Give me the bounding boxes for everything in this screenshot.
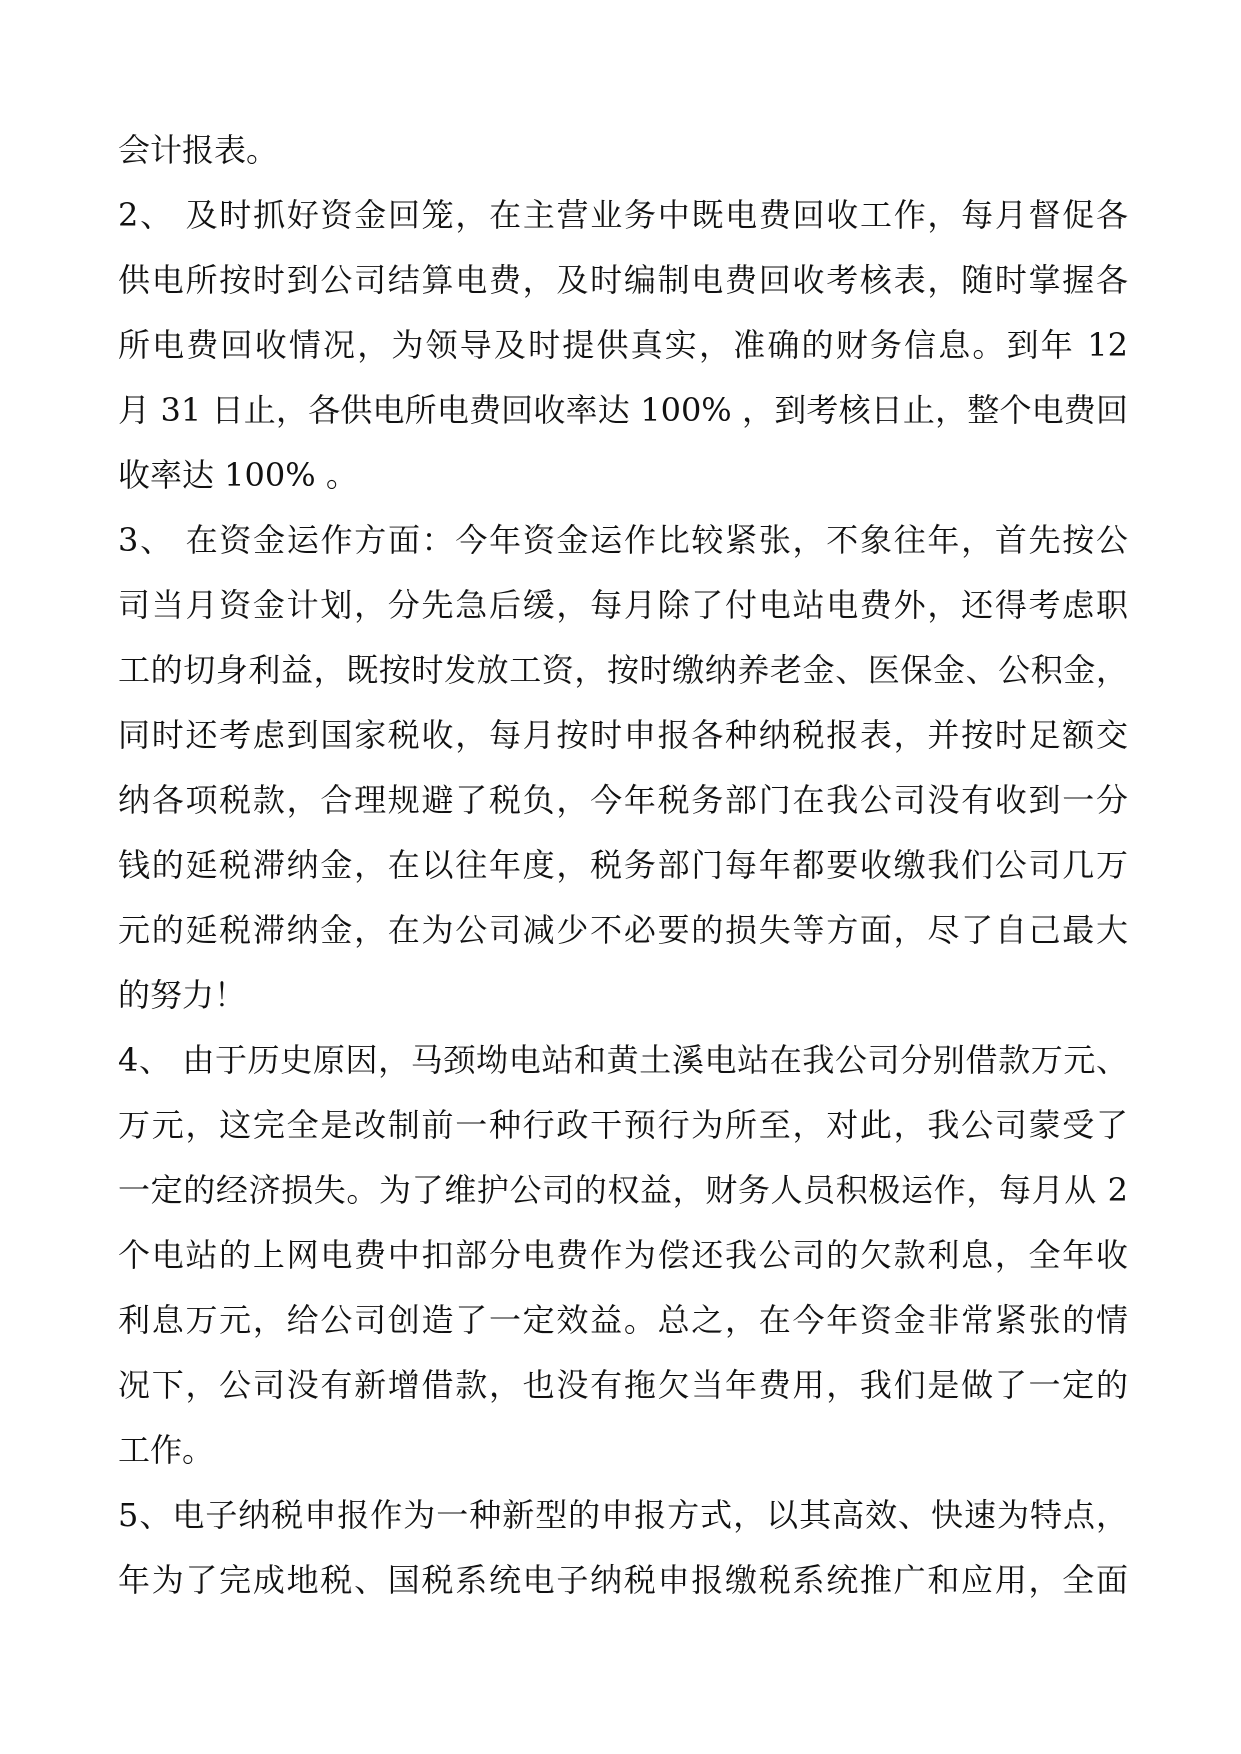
paragraph-line: 钱的延税滞纳金，在以往年度，税务部门每年都要收缴我们公司几万 <box>118 846 1128 884</box>
paragraph-line: 工作。 <box>118 1431 215 1469</box>
paragraph-line: 万元，这完全是改制前一种行政干预行为所至，对此，我公司蒙受了 <box>118 1106 1128 1144</box>
paragraph-line: 个电站的上网电费中扣部分电费作为偿还我公司的欠款利息，全年收 <box>118 1236 1128 1274</box>
paragraph-line: 5、电子纳税申报作为一种新型的申报方式，以其高效、快速为特点， <box>118 1496 1128 1534</box>
paragraph-line: 4、 由于历史原因，马颈坳电站和黄土溪电站在我公司分别借款万元、 <box>118 1041 1128 1079</box>
paragraph-line: 工的切身利益，既按时发放工资，按时缴纳养老金、医保金、公积金， <box>118 651 1128 689</box>
paragraph-line: 一定的经济损失。为了维护公司的权益，财务人员积极运作，每月从 2 <box>118 1171 1128 1209</box>
paragraph-line: 会计报表。 <box>118 131 279 169</box>
paragraph-line: 利息万元，给公司创造了一定效益。总之，在今年资金非常紧张的情 <box>118 1301 1128 1339</box>
paragraph-line: 同时还考虑到国家税收，每月按时申报各种纳税报表，并按时足额交 <box>118 716 1128 754</box>
paragraph-line: 纳各项税款，合理规避了税负，今年税务部门在我公司没有收到一分 <box>118 781 1128 819</box>
paragraph-line: 元的延税滞纳金，在为公司减少不必要的损失等方面，尽了自己最大 <box>118 911 1128 949</box>
document-body <box>118 118 1128 1613</box>
paragraph-line: 月 31 日止，各供电所电费回收率达 100% ，到考核日止，整个电费回 <box>118 391 1128 429</box>
paragraph-line: 收率达 100% 。 <box>118 456 358 494</box>
paragraph-line: 供电所按时到公司结算电费，及时编制电费回收考核表，随时掌握各 <box>118 261 1128 299</box>
paragraph-line: 年为了完成地税、国税系统电子纳税申报缴税系统推广和应用，全面 <box>118 1561 1128 1599</box>
paragraph-line: 所电费回收情况，为领导及时提供真实，准确的财务信息。到年 12 <box>118 326 1128 364</box>
paragraph-line: 司当月资金计划，分先急后缓，每月除了付电站电费外，还得考虑职 <box>118 586 1128 624</box>
paragraph-line: 2、 及时抓好资金回笼，在主营业务中既电费回收工作，每月督促各 <box>118 196 1128 234</box>
paragraph-line: 的努力！ <box>118 976 247 1014</box>
paragraph-line: 况下，公司没有新增借款，也没有拖欠当年费用，我们是做了一定的 <box>118 1366 1128 1404</box>
paragraph-line: 3、 在资金运作方面：今年资金运作比较紧张，不象往年，首先按公 <box>118 521 1128 559</box>
